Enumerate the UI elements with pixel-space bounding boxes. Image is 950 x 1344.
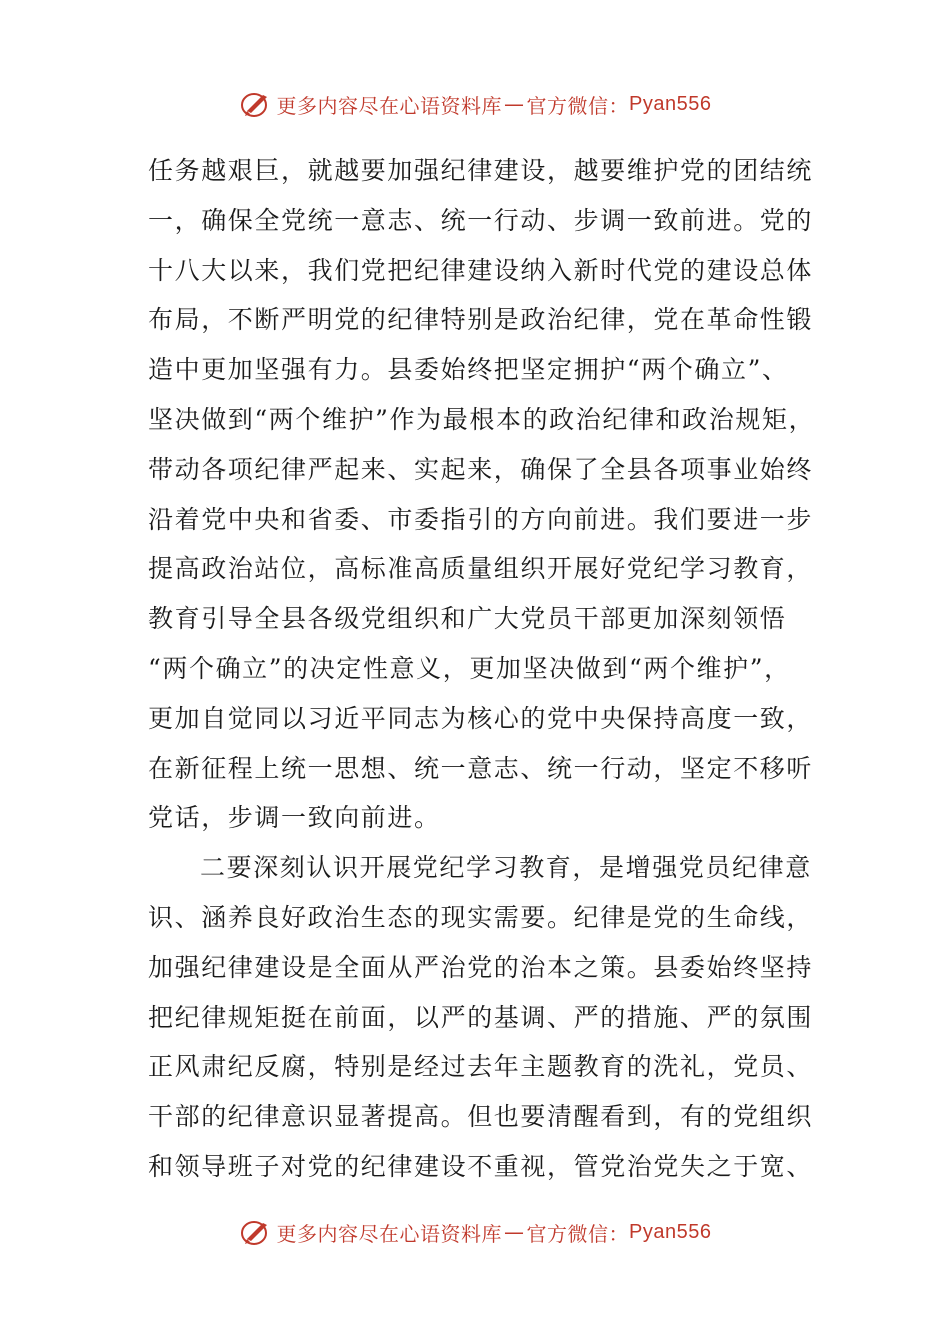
document-body xyxy=(148,146,816,1192)
text-line: 识、涵养良好政治生态的现实需要。纪律是党的生命线， xyxy=(148,902,814,932)
text-line: 教育引导全县各级党组织和广大党员干部更加深刻领悟 xyxy=(148,604,787,634)
text-line: 干部的纪律意识显著提高。但也要清醒看到，有的党组织 xyxy=(148,1102,814,1132)
banner-separator: — xyxy=(504,1220,525,1244)
pen-logo-icon xyxy=(239,89,273,119)
text-line: 党话，步调一致向前进。 xyxy=(148,803,441,833)
banner-text: 更多内容尽在心语资料库 xyxy=(276,93,503,118)
banner-separator: — xyxy=(504,92,525,116)
header-watermark-banner xyxy=(0,84,950,124)
text-line: 十八大以来，我们党把纪律建设纳入新时代党的建设总体 xyxy=(148,255,814,285)
paragraph-1 xyxy=(148,146,816,843)
text-line: 沿着党中央和省委、市委指引的方向前进。我们要进一步 xyxy=(148,504,814,534)
banner-text: 更多内容尽在心语资料库 xyxy=(276,1221,503,1246)
paragraph-2 xyxy=(148,843,814,1192)
text-line: 布局，不断严明党的纪律特别是政治纪律，党在革命性锻 xyxy=(148,305,814,335)
text-line: 正风肃纪反腐，特别是经过去年主题教育的洗礼，党员、 xyxy=(148,1052,814,1082)
text-line: 在新征程上统一思想、统一意志、统一行动，坚定不移听 xyxy=(148,753,814,783)
pen-logo-icon xyxy=(239,1217,273,1247)
text-line: “两个确立”的决定性意义，更加坚决做到“两个维护”， xyxy=(148,653,791,683)
banner-contact-label: 官方微信： xyxy=(526,93,630,118)
footer-watermark-banner xyxy=(0,1212,950,1252)
banner-contact-id: Pyan556 xyxy=(629,1220,712,1243)
text-line: 坚决做到“两个维护”作为最根本的政治纪律和政治规矩， xyxy=(148,404,816,434)
text-line: 提高政治站位，高标准高质量组织开展好党纪学习教育， xyxy=(148,554,814,584)
text-line: 造中更加坚强有力。县委始终把坚定拥护“两个确立”、 xyxy=(148,355,789,385)
text-line: 任务越艰巨，就越要加强纪律建设，越要维护党的团结统 xyxy=(148,156,814,185)
text-line: 二要深刻认识开展党纪学习教育，是增强党员纪律意 xyxy=(200,853,812,883)
banner-contact-label: 官方微信： xyxy=(526,1221,630,1246)
banner-contact-id: Pyan556 xyxy=(629,92,712,115)
text-line: 一，确保全党统一意志、统一行动、步调一致前进。党的 xyxy=(148,205,814,235)
text-line: 和领导班子对党的纪律建设不重视，管党治党失之于宽、 xyxy=(148,1151,814,1181)
text-line: 加强纪律建设是全面从严治党的治本之策。县委始终坚持 xyxy=(148,952,814,982)
text-line: 把纪律规矩挺在前面，以严的基调、严的措施、严的氛围 xyxy=(148,1002,814,1032)
text-line: 带动各项纪律严起来、实起来，确保了全县各项事业始终 xyxy=(148,454,814,484)
text-line: 更加自觉同以习近平同志为核心的党中央保持高度一致， xyxy=(148,703,814,733)
